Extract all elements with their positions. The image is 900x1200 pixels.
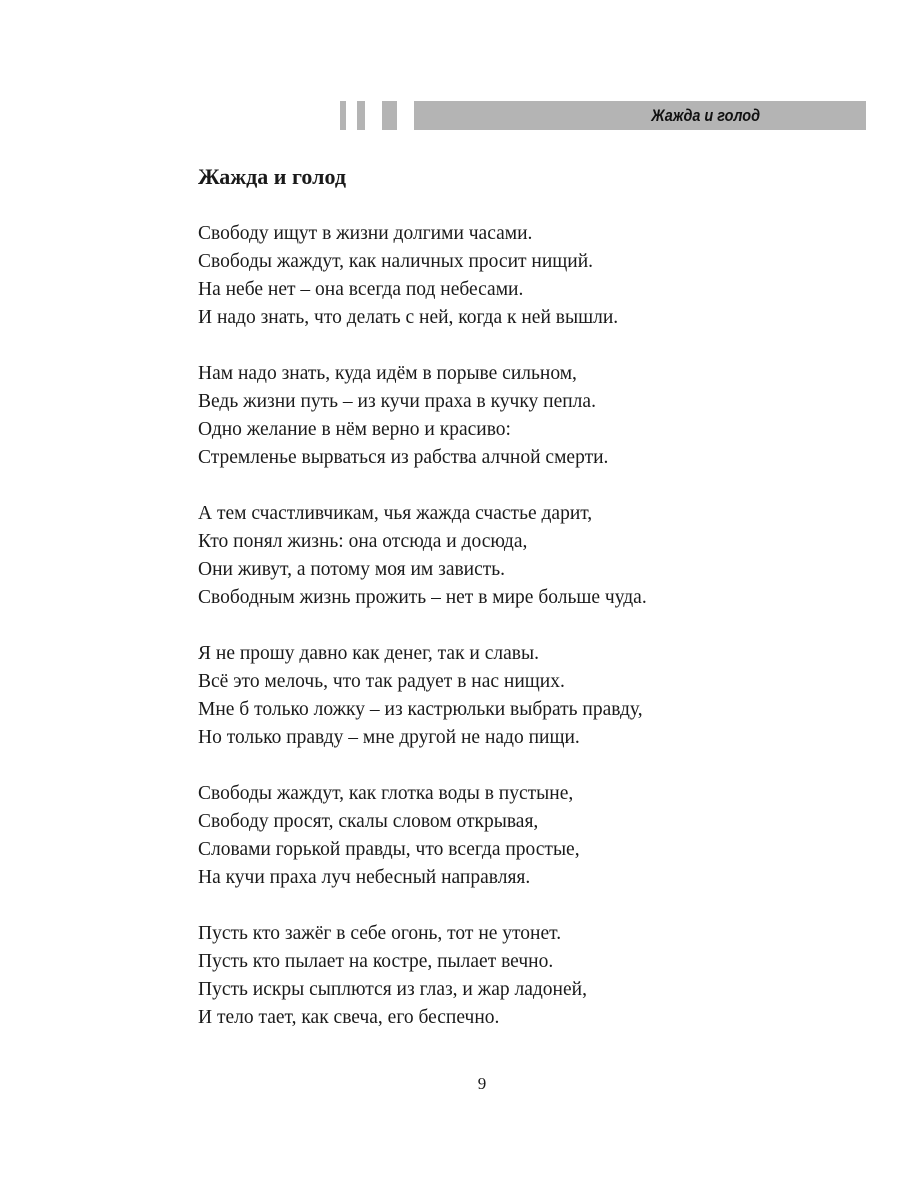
poem-line: Но только правду – мне другой не надо пищи. <box>198 727 580 748</box>
running-head-bar <box>414 101 866 130</box>
stanza <box>198 500 798 612</box>
poem-line: Словами горькой правды, что всегда простые, <box>198 839 580 860</box>
poem-line: Свободы жаждут, как наличных просит нищий. <box>198 251 594 272</box>
stanza <box>198 360 798 472</box>
poem-line: Свободы жаждут, как глотка воды в пустыне, <box>198 783 574 804</box>
running-head-title: Жажда и голод <box>651 106 760 125</box>
poem-line: Стремленье вырваться из рабства алчной смерти. <box>198 447 609 468</box>
stanza <box>198 780 798 892</box>
poem-body <box>198 220 798 1060</box>
poem-line: И надо знать, что делать с ней, когда к ней вышли. <box>198 307 619 328</box>
poem-line: Свободу ищут в жизни долгими часами. <box>198 223 533 244</box>
poem-line: На кучи праха луч небесный направляя. <box>198 867 531 888</box>
poem-line: Свободным жизнь прожить – нет в мире больше чуда. <box>198 587 647 608</box>
poem-line: Одно желание в нём верно и красиво: <box>198 419 511 440</box>
poem-line: Я не прошу давно как денег, так и славы. <box>198 643 539 664</box>
stanza <box>198 920 798 1032</box>
poem-line: На небе нет – она всегда под небесами. <box>198 279 524 300</box>
header-decor-bar <box>340 101 346 130</box>
poem-line: Пусть кто зажёг в себе огонь, тот не утонет. <box>198 923 562 944</box>
poem-line: Нам надо знать, куда идём в порыве сильном, <box>198 363 577 384</box>
poem-line: Пусть кто пылает на костре, пылает вечно. <box>198 951 554 972</box>
poem-line: Мне б только ложку – из кастрюльки выбрать правду, <box>198 699 643 720</box>
poem-line: Свободу просят, скалы словом открывая, <box>198 811 539 832</box>
poem-line: Они живут, а потому моя им зависть. <box>198 559 506 580</box>
poem-line: Кто понял жизнь: она отсюда и досюда, <box>198 531 528 552</box>
page-number: 9 <box>477 1074 487 1093</box>
poem-line: Ведь жизни путь – из кучи праха в кучку пепла. <box>198 391 596 412</box>
poem-line: Пусть искры сыплются из глаз, и жар ладоней, <box>198 979 587 1000</box>
poem-title: Жажда и голод <box>198 164 346 189</box>
stanza <box>198 640 798 752</box>
poem-line: И тело тает, как свеча, его беспечно. <box>198 1007 500 1028</box>
poem-line: Всё это мелочь, что так радует в нас нищих. <box>198 671 565 692</box>
header-decor-bar <box>382 101 397 130</box>
stanza <box>198 220 798 332</box>
header-decor-bar <box>357 101 365 130</box>
poem-line: А тем счастливчикам, чья жажда счастье дарит, <box>198 503 593 524</box>
